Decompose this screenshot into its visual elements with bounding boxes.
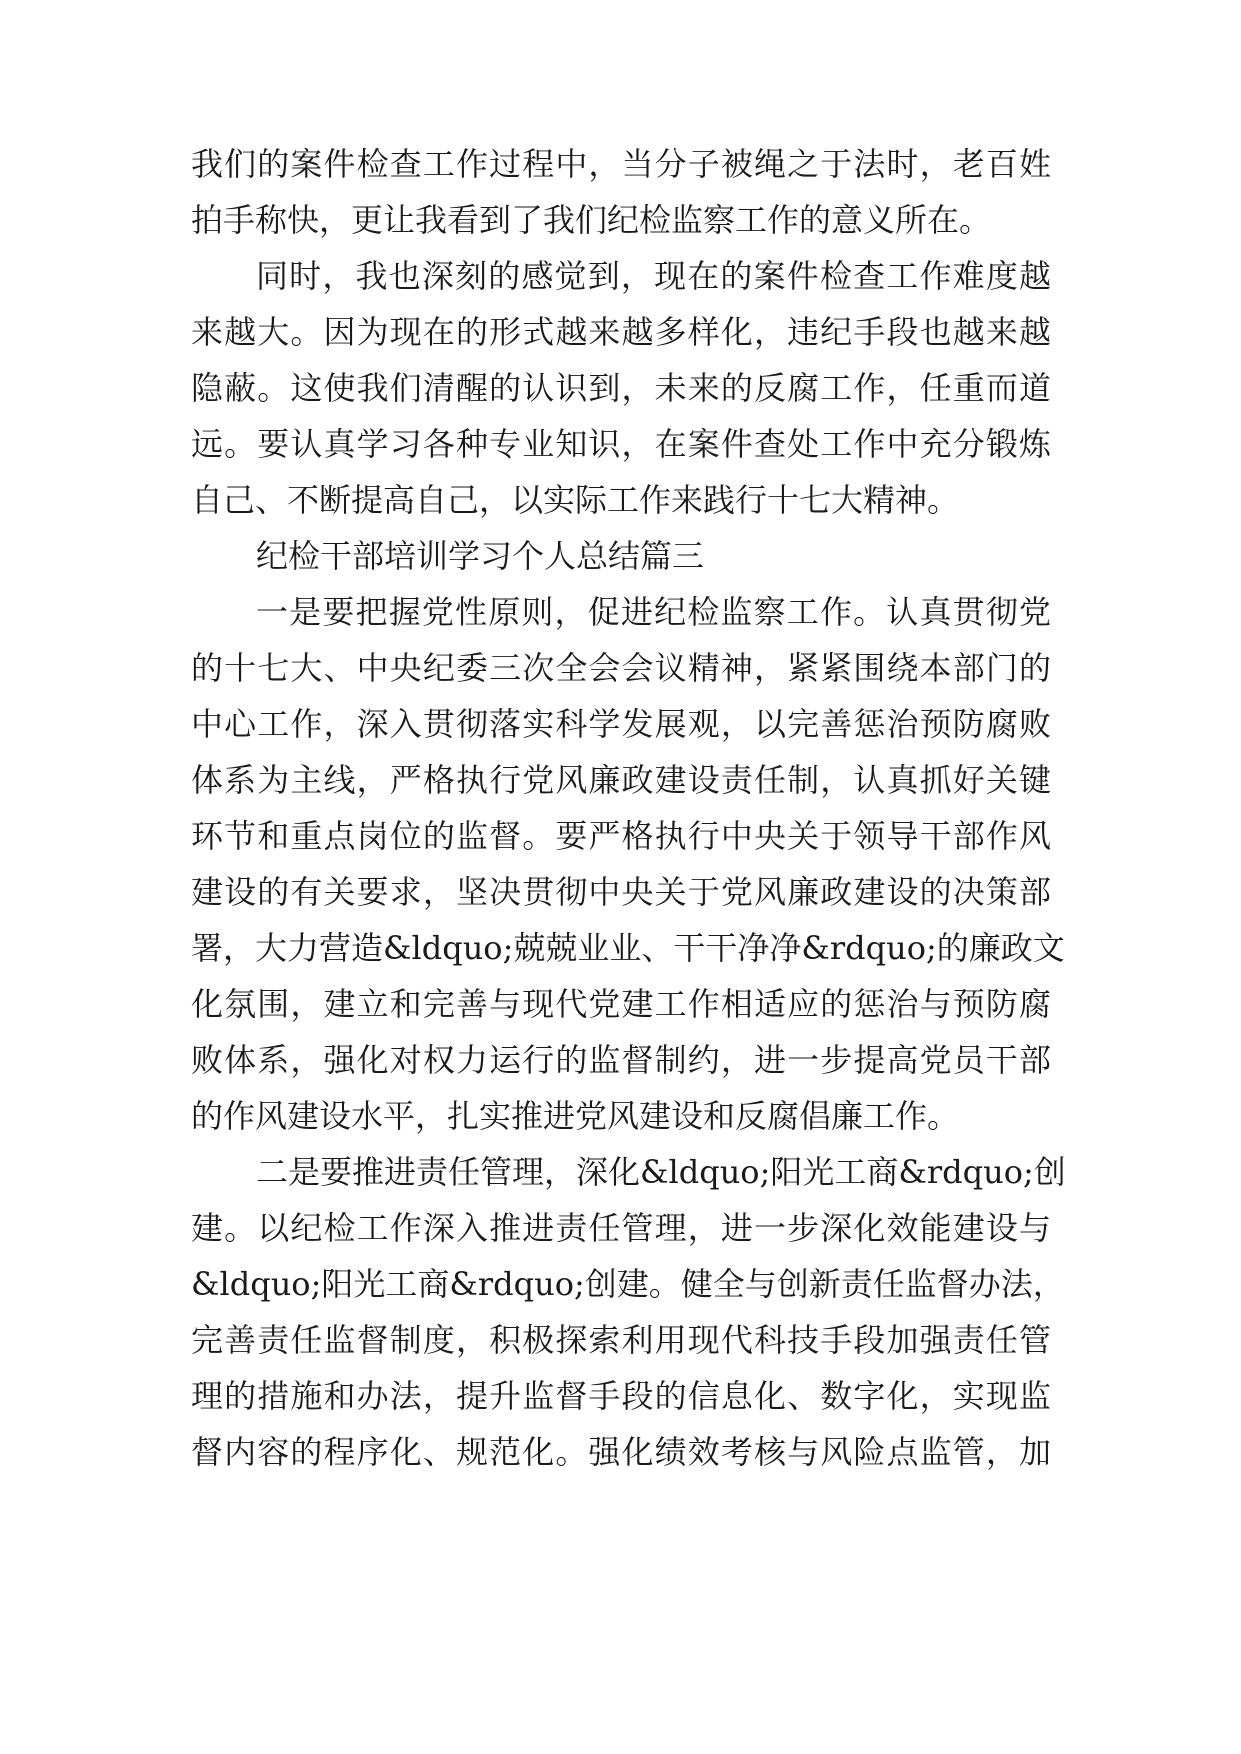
paragraph-line: 环节和重点岗位的监督。要严格执行中央关于领导干部作风 <box>191 817 1051 855</box>
paragraph-line: 建。以纪检工作深入推进责任管理，进一步深化效能建设与 <box>191 1209 1051 1247</box>
paragraph-line: 理的措施和办法，提升监督手段的信息化、数字化，实现监 <box>191 1377 1051 1415</box>
paragraph-line: 自己、不断提高自己，以实际工作来践行十七大精神。 <box>191 481 960 519</box>
paragraph-line: 败体系，强化对权力运行的监督制约，进一步提高党员干部 <box>191 1041 1051 1079</box>
paragraph-line: 督内容的程序化、规范化。强化绩效考核与风险点监管，加 <box>191 1433 1051 1471</box>
paragraph-line: 同时，我也深刻的感觉到，现在的案件检查工作难度越 <box>256 257 1051 295</box>
paragraph-line: 拍手称快，更让我看到了我们纪检监察工作的意义所在。 <box>191 201 992 239</box>
paragraph-line: &ldquo;阳光工商&rdquo;创建。健全与创新责任监督办法， <box>191 1265 1065 1303</box>
paragraph-line: 完善责任监督制度，积极探索利用现代科技手段加强责任管 <box>191 1321 1051 1359</box>
paragraph-line: 署，大力营造&ldquo;兢兢业业、干干净净&rdquo;的廉政文 <box>191 929 1065 967</box>
paragraph-line: 来越大。因为现在的形式越来越多样化，违纪手段也越来越 <box>191 313 1051 351</box>
paragraph-line: 建设的有关要求，坚决贯彻中央关于党风廉政建设的决策部 <box>191 873 1051 911</box>
paragraph-line: 我们的案件检查工作过程中，当分子被绳之于法时，老百姓 <box>191 145 1051 183</box>
paragraph-line: 化氛围，建立和完善与现代党建工作相适应的惩治与预防腐 <box>191 985 1051 1023</box>
paragraph-line: 的作风建设水平，扎实推进党风建设和反腐倡廉工作。 <box>191 1097 960 1135</box>
paragraph-line: 中心工作，深入贯彻落实科学发展观，以完善惩治预防腐败 <box>191 705 1051 743</box>
paragraph-line: 体系为主线，严格执行党风廉政建设责任制，认真抓好关键 <box>191 761 1051 799</box>
paragraph-line: 远。要认真学习各种专业知识，在案件查处工作中充分锻炼 <box>191 425 1051 463</box>
paragraph-line: 的十七大、中央纪委三次全会会议精神，紧紧围绕本部门的 <box>191 649 1051 687</box>
paragraph-line: 二是要推进责任管理，深化&ldquo;阳光工商&rdquo;创 <box>256 1153 1066 1191</box>
section-heading: 纪检干部培训学习个人总结篇三 <box>256 537 705 575</box>
paragraph-line: 隐蔽。这使我们清醒的认识到，未来的反腐工作，任重而道 <box>191 369 1051 407</box>
paragraph-line: 一是要把握党性原则，促进纪检监察工作。认真贯彻党 <box>256 593 1051 631</box>
